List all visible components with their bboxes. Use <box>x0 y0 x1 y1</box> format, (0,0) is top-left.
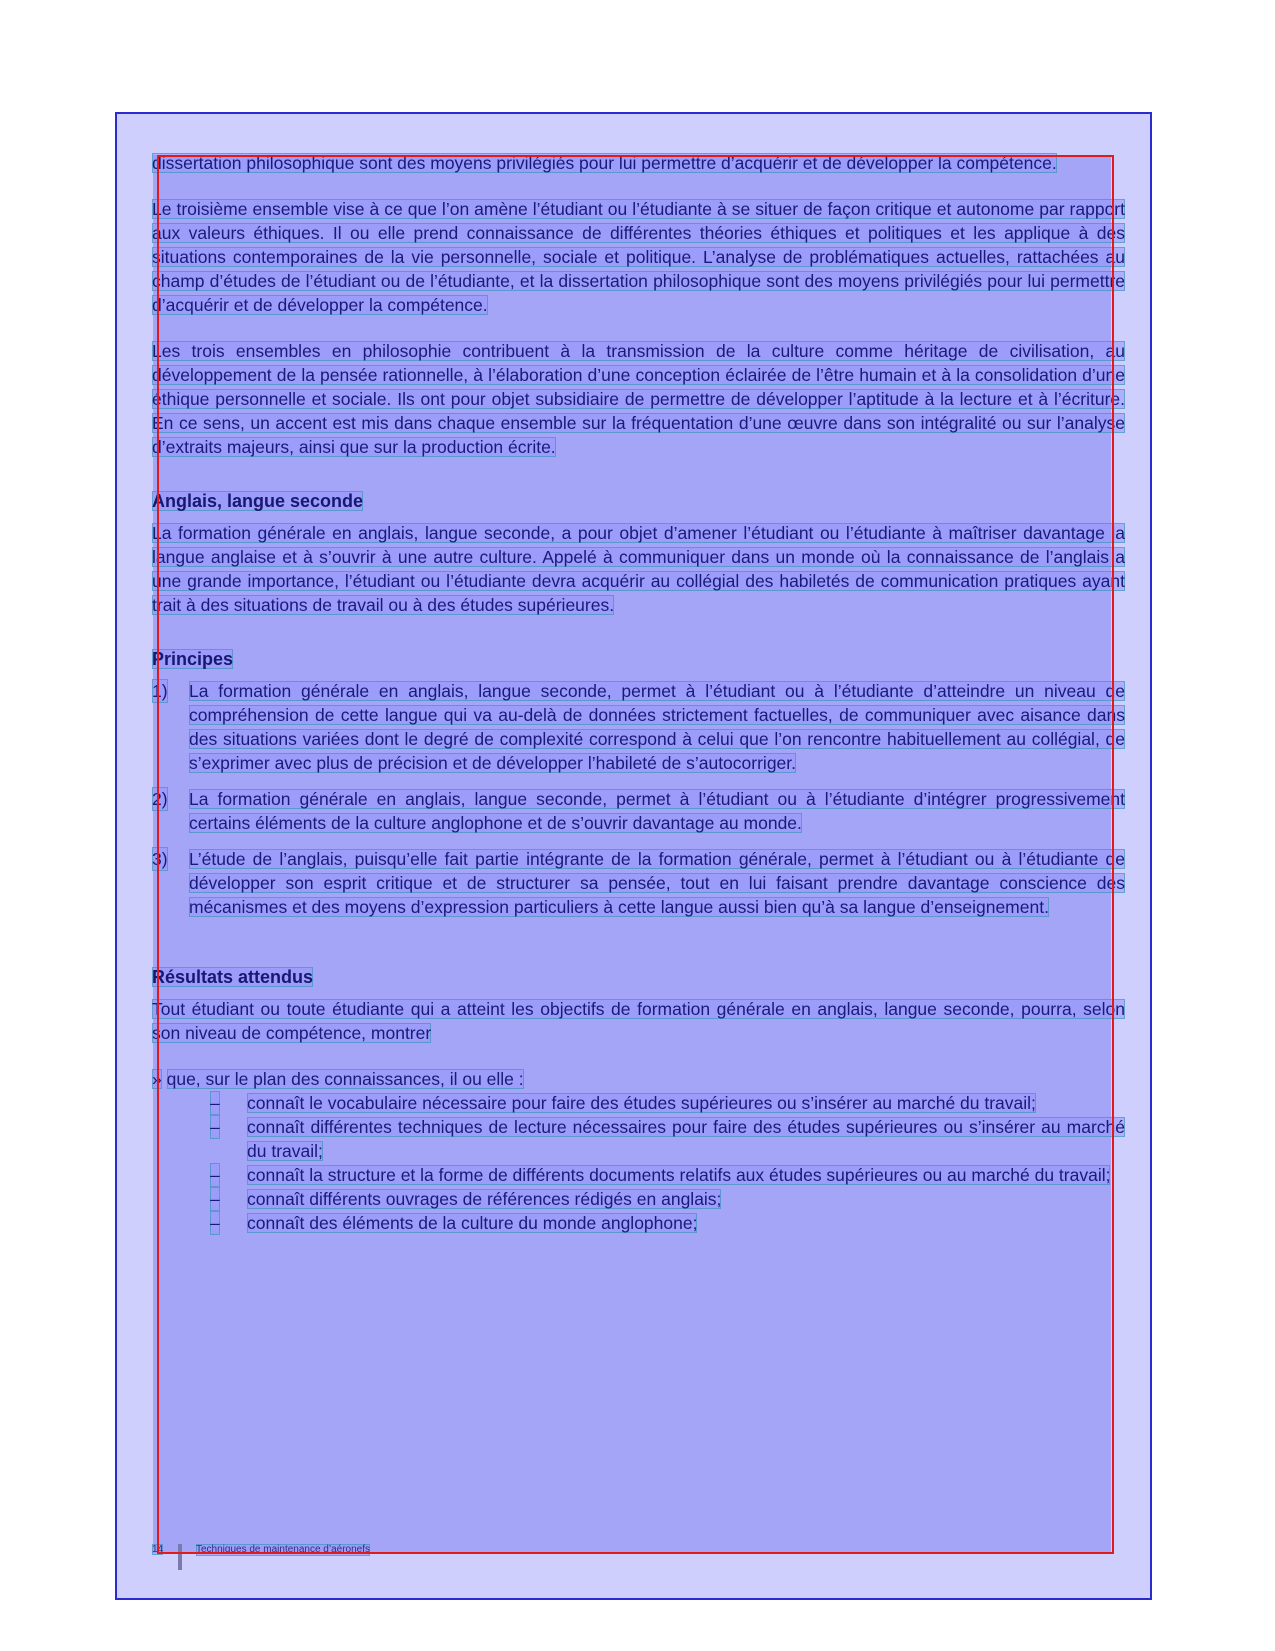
resultat-text: connaît la structure et la forme de différents documents relatifs aux études supérieures ou au marché du travail; <box>247 1165 1111 1185</box>
section-heading-anglais <box>152 489 1125 513</box>
section-heading-principes <box>152 647 1125 671</box>
resultat-item-1 <box>152 1091 1125 1115</box>
list-number: 3) <box>152 849 168 869</box>
resultat-item-2 <box>152 1115 1125 1163</box>
resultat-item-4 <box>152 1187 1125 1211</box>
principe-text: La formation générale en anglais, langue seconde, permet à l’étudiant ou à l’étudiante d’intégrer progressivement certains éléments de la culture anglophone et de s’ouvrir davantage au monde. <box>189 789 1125 833</box>
resultats-lead <box>152 1067 1125 1091</box>
dash-marker: – <box>210 1165 220 1185</box>
paragraph-2 <box>152 197 1125 317</box>
dash-marker: – <box>210 1117 220 1137</box>
anglais-intro-text: La formation générale en anglais, langue seconde, a pour objet d’amener l’étudiant ou l’étudiante à maîtriser davantage la langue anglaise et à s’ouvrir à une autre culture. Appelé à communiquer dans un monde où la connaissance de l’anglais a une grande importance, l’étudiant ou l’étudiante devra acquérir au collégial des habiletés de communication pratiques ayant trait à des situations de travail ou à des études supérieures. <box>152 523 1125 615</box>
section-heading-principes-text: Principes <box>152 649 234 669</box>
principe-item-1 <box>152 679 1125 775</box>
section-heading-resultats <box>152 965 1125 989</box>
resultat-text: connaît différentes techniques de lecture nécessaires pour faire des études supérieures ou s’insérer au marché du travail; <box>247 1117 1125 1161</box>
section-heading-resultats-text: Résultats attendus <box>152 967 314 987</box>
section-heading-anglais-text: Anglais, langue seconde <box>152 491 364 511</box>
resultat-item-5 <box>152 1211 1125 1235</box>
page-number: 14 <box>152 1544 164 1555</box>
paragraph-3 <box>152 339 1125 459</box>
resultat-text: connaît différents ouvrages de références rédigés en anglais; <box>247 1189 722 1209</box>
resultats-intro-text: Tout étudiant ou toute étudiante qui a atteint les objectifs de formation générale en anglais, langue seconde, pourra, selon son niveau de compétence, montrer <box>152 999 1125 1043</box>
dash-marker: – <box>210 1093 220 1113</box>
bullet-marker: » <box>152 1069 162 1089</box>
list-number: 1) <box>152 681 168 701</box>
dash-marker: – <box>210 1189 220 1209</box>
principe-item-2 <box>152 787 1125 835</box>
principe-text: L’étude de l’anglais, puisqu’elle fait partie intégrante de la formation générale, permet à l’étudiant ou à l’étudiante de développer son esprit critique et de structurer sa pensée, tout en lui faisant prendre davantage conscience des mécanismes et des moyens d’expression particuliers à cette langue aussi bien qu’à sa langue d’enseignement. <box>189 849 1125 917</box>
resultat-text: connaît des éléments de la culture du monde anglophone; <box>247 1213 698 1233</box>
paragraph-1-text: dissertation philosophique sont des moyens privilégiés pour lui permettre d’acquérir et de développer la compétence. <box>152 153 1057 173</box>
paragraph-3-text: Les trois ensembles en philosophie contribuent à la transmission de la culture comme héritage de civilisation, au développement de la pensée rationnelle, à l’élaboration d’une conception éclairée de l’être humain et à la consolidation d’une éthique personnelle et sociale. Ils ont pour objet subsidiaire de permettre de développer l’aptitude à la lecture et à l’écriture. En ce sens, un accent est mis dans chaque ensemble sur la fréquentation d’une œuvre dans son intégralité ou sur l’analyse d’extraits majeurs, ainsi que sur la production écrite. <box>152 341 1125 457</box>
document-body <box>152 151 1125 1235</box>
resultat-item-3 <box>152 1163 1125 1187</box>
resultats-list <box>152 1091 1125 1235</box>
principes-list <box>152 679 1125 919</box>
principe-item-3 <box>152 847 1125 919</box>
paragraph-2-text: Le troisième ensemble vise à ce que l’on amène l’étudiant ou l’étudiante à se situer de façon critique et autonome par rapport aux valeurs éthiques. Il ou elle prend connaissance de différentes théories éthiques et politiques et les applique à des situations contemporaines de la vie personnelle, sociale et politique. L’analyse de problématiques actuelles, rattachées au champ d’études de l’étudiant ou de l’étudiante, et la dissertation philosophique sont des moyens privilégiés pour lui permettre d’acquérir et de développer la compétence. <box>152 199 1125 315</box>
list-number: 2) <box>152 789 168 809</box>
page-footer <box>152 1544 371 1556</box>
resultats-lead-text: que, sur le plan des connaissances, il ou elle : <box>166 1069 524 1089</box>
resultats-intro-paragraph <box>152 997 1125 1045</box>
paragraph-1 <box>152 151 1125 175</box>
footer-program-name: Techniques de maintenance d’aéronefs <box>196 1544 371 1555</box>
resultat-text: connaît le vocabulaire nécessaire pour faire des études supérieures ou s’insérer au marché du travail; <box>247 1093 1036 1113</box>
anglais-intro-paragraph <box>152 521 1125 617</box>
principe-text: La formation générale en anglais, langue seconde, permet à l’étudiant ou à l’étudiante d’atteindre un niveau de compréhension de cette langue qui va au-delà de données strictement factuelles, de communiquer avec aisance dans des situations variées dont le degré de complexité correspond à celui que l’on rencontre habituellement au collégial, de s’exprimer avec plus de précision et de développer l’habileté de s’autocorriger. <box>189 681 1125 773</box>
footer-divider <box>178 1544 182 1570</box>
dash-marker: – <box>210 1213 220 1233</box>
